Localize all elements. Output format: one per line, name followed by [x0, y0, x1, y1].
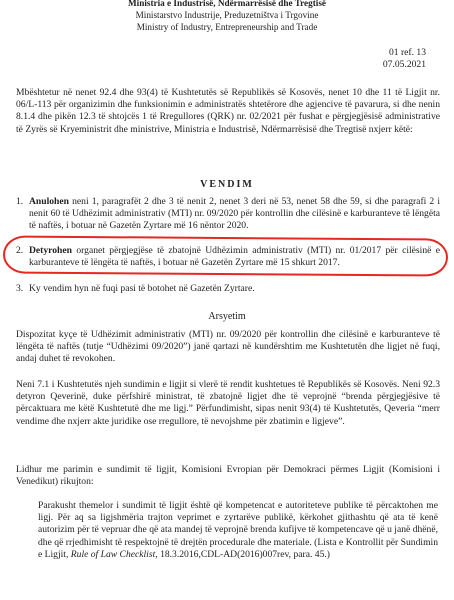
venice-commission-quote: [38, 500, 438, 561]
decision-item-number: 1.: [16, 196, 24, 207]
reasoning-heading: Arsyetim: [208, 311, 246, 322]
reasoning-paragraph-1: Dispozitat kyçe të Udhëzimit administrativ (MTI) nr. 09/2020 për kontrollin dhe cilësinë e karburanteve të lëngëta të naftës (tutje “Udhëzimi 09/2020”) janë qartazi në kundërshtim me Kushtetutën dhe ligjet në fuqi, andaj duhet të revokohen.: [16, 329, 440, 365]
decision-item-number: 2.: [16, 245, 24, 256]
quote-italic-title: Rule of Law Checklist: [70, 548, 156, 560]
letterhead: [0, 0, 454, 33]
red-highlight-circle: [3, 235, 448, 276]
reference-number: 01 ref. 13: [388, 47, 426, 58]
reference-block: [383, 47, 426, 71]
reasoning-paragraph-2: Neni 7.1 i Kushtetutës njeh sundimin e ligjit si vlerë të rendit kushtetues të Republikës së Kosovës. Neni 92.3 detyron Qeverinë, duke përfshirë ministrat, të zbatojnë ligjet dhe të veprojnë “brenda përgjegjësive të përcaktuara me këtë Kushtetutë dhe me ligj.” Përfundimisht, sipas nenit 93(4) të Kushtetutës, Qeveria “merr vendime dhe nxjerr akte juridike ose rregullore, të nevojshme për zbatimin e ligjeve”.: [16, 379, 440, 427]
decision-item-number: 3.: [16, 283, 24, 294]
decision-item-verb: Anulohen: [29, 196, 69, 207]
quote-citation: , 18.3.2016,CDL-AD(2016)007rev, para. 45.): [155, 548, 330, 560]
decision-item-text: organet përgjegjëse të zbatojnë Udhëzimin administrativ (MTI) nr. 01/2017 për cilësinë e karburanteve të lëngëta të naftës, i botuar në Gazetën Zyrtare më 15 shkurt 2017.: [29, 245, 440, 269]
decision-item-text: neni 1, paragrafët 2 dhe 3 të nenit 2, nenet 3 deri në 53, nenet 58 dhe 59, si dhe paragrafi 2 i nenit 60 të Udhëzimit administrativ (MTI) nr. 09/2020 për kontrollin dhe cilësinë e karburanteve të lëngëta të naftës, i botuar në Gazetën Zyrtare më 16 nëntor 2020.: [29, 196, 440, 232]
decision-item-1: [16, 196, 440, 233]
decision-item-verb: Detyrohen: [29, 245, 72, 256]
ministry-name-english: Ministry of Industry, Entrepreneurship and Trade: [136, 22, 318, 32]
reasoning-paragraph-3: Lidhur me parimin e sundimit të ligjit, Komisioni Evropian për Demokraci përmes Ligjit (Komisioni i Venedikut) rikujton:: [16, 464, 440, 488]
quote-text: Parakusht themelor i sundimit të ligjit është që kompetencat e autoriteteve publike të përcaktohen me ligj. Për aq sa ligjshmëria trajton veprimet e zyrtarëve publikë, kërkohet gjithashtu që ata të kenë autorizim për të vepruar dhe që ata mandej të veprojnë brenda kufijve të kompetencave që u janë dhënë, dhe që rrjedhimisht të respektojnë të drejtën procedurale dhe materiale. (Lista e Kontrollit për Sundimin e Ligjit,: [38, 500, 438, 560]
decision-item-text: Ky vendim hyn në fuqi pasi të botohet në Gazetën Zyrtare.: [29, 283, 255, 294]
decision-heading: VENDIM: [200, 179, 254, 190]
decision-item-3: [16, 283, 440, 295]
ministry-name-albanian: Ministria e Industrisë, Ndërmarrësisë dhe Tregtisë: [127, 0, 326, 8]
reference-date: 07.05.2021: [382, 59, 426, 70]
preamble-paragraph: Mbështetur në nenet 92.4 dhe 93(4) të Kushtetutës së Republikës së Kosovës, nenet 10 dhe 11 të Ligjit nr. 06/L-113 për organizimin dhe funksionimin e administratës shtetërore dhe agjencive të pavarura, si dhe nenin 8.1.4 dhe pikën 12.3 të shtojcës 1 të Rregullores (QRK) nr. 02/2021 për fushat e përgjegjësisë administrative të Zyrës së Kryeministrit dhe ministrive, Ministria e Industrisë, Ndërmarrësisë dhe Tregtisë nxjerr këtë:: [16, 87, 440, 135]
ministry-name-serbian: Ministarstvo Industrije, Preduzetništva i Trgovine: [135, 10, 319, 20]
